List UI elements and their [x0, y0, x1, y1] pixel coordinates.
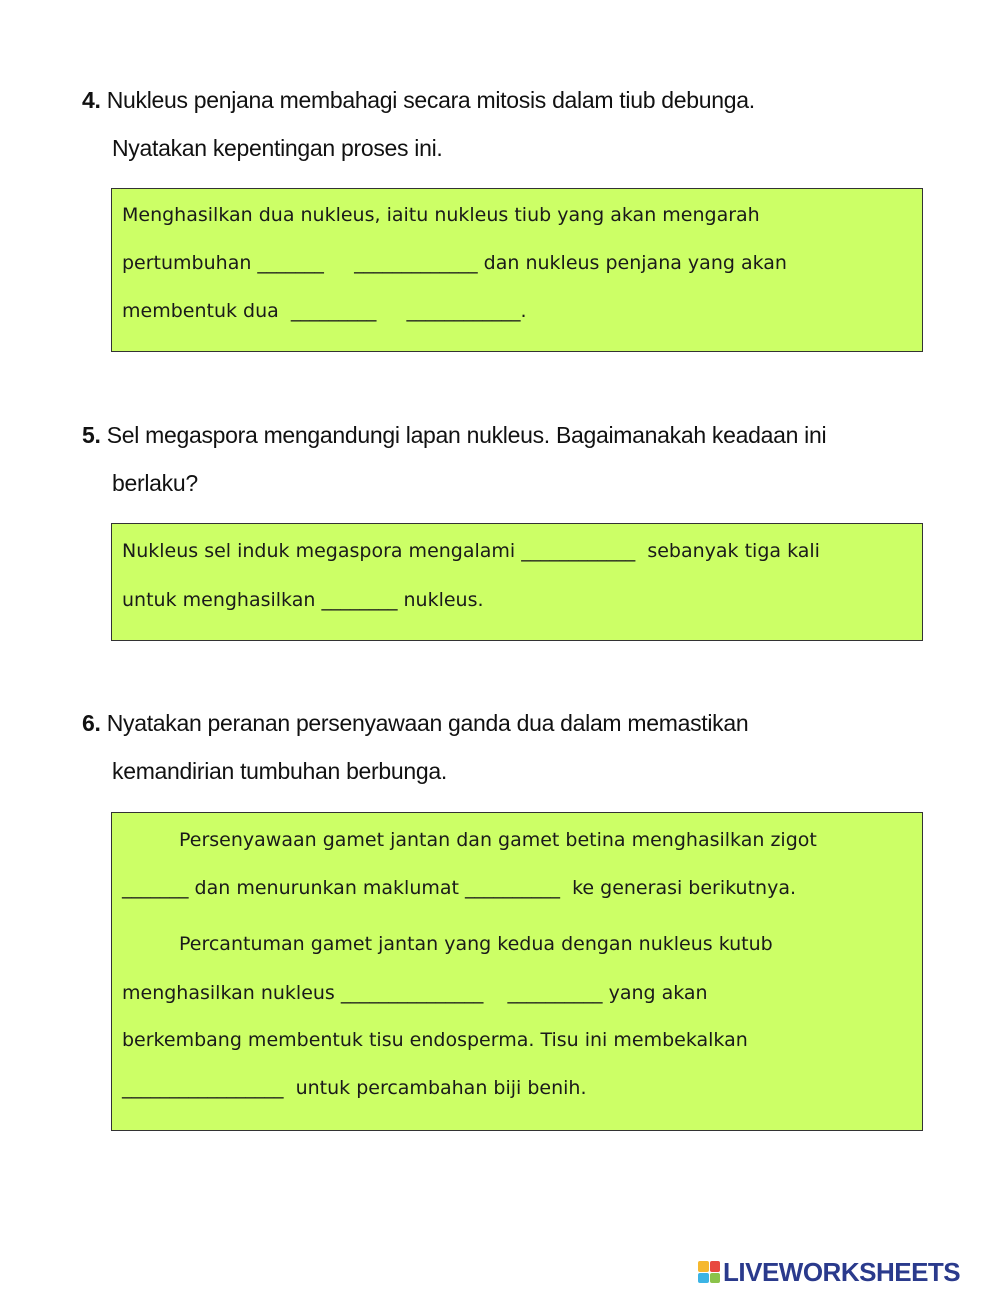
answer-line: pertumbuhan _______ _____________ dan nukleus penjana yang akan	[122, 252, 787, 274]
answer-line: Nukleus sel induk megaspora mengalami ____________ sebanyak tiga kali	[122, 540, 820, 562]
question-text: kemandirian tumbuhan berbunga.	[112, 758, 447, 784]
question-number: 5.	[82, 422, 101, 448]
question-text: Nyatakan peranan persenyawaan ganda dua dalam memastikan	[106, 710, 749, 736]
logo-text: LIVEWORKSHEETS	[723, 1256, 961, 1287]
answer-line: menghasilkan nukleus _______________ __________ yang akan	[122, 982, 708, 1004]
answer-line: untuk menghasilkan ________ nukleus.	[122, 589, 484, 611]
question-text: Nukleus penjana membahagi secara mitosis dalam tiub debunga.	[106, 87, 755, 113]
logo-mark-icon	[698, 1261, 720, 1283]
liveworksheets-logo[interactable]	[698, 1257, 960, 1287]
question-number: 4.	[82, 87, 101, 113]
question-text: Nyatakan kepentingan proses ini.	[112, 135, 443, 161]
answer-line: Menghasilkan dua nukleus, iaitu nukleus tiub yang akan mengarah	[122, 204, 760, 226]
answer-line: _______ dan menurunkan maklumat __________ ke generasi berikutnya.	[122, 877, 797, 899]
question-number: 6.	[82, 710, 101, 736]
question-5	[82, 411, 942, 507]
answer-line: Percantuman gamet jantan yang kedua dengan nukleus kutub	[179, 933, 773, 955]
answer-line: _________________ untuk percambahan biji benih.	[122, 1077, 587, 1099]
answer-box-4[interactable]	[111, 188, 923, 352]
question-4	[82, 76, 942, 172]
answer-box-6[interactable]	[111, 812, 923, 1131]
answer-line: berkembang membentuk tisu endosperma. Tisu ini membekalkan	[122, 1029, 748, 1051]
answer-line: Persenyawaan gamet jantan dan gamet betina menghasilkan zigot	[179, 829, 817, 851]
answer-line: membentuk dua _________ ____________.	[122, 300, 527, 322]
question-6	[82, 699, 942, 795]
answer-box-5[interactable]	[111, 523, 923, 641]
question-text: Sel megaspora mengandungi lapan nukleus. Bagaimanakah keadaan ini	[106, 422, 827, 448]
question-text: berlaku?	[112, 470, 198, 496]
